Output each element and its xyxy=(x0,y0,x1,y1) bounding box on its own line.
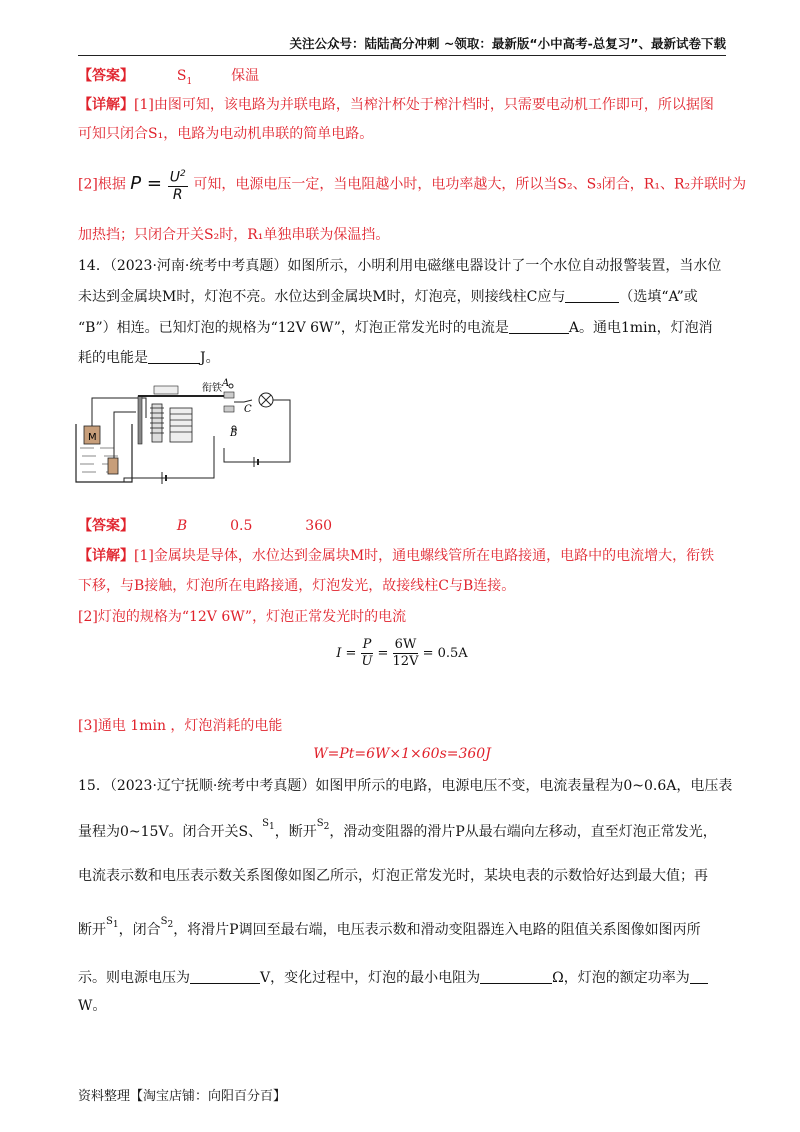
water-level-alarm-circuit xyxy=(74,378,294,488)
q14-answer-1: B xyxy=(176,518,188,534)
q14-energy-equation: W=Pt=6W×1×60s=360J xyxy=(313,746,491,762)
q14-stem-line-1: 14．（2023·河南·统考中考真题）如图所示，小明利用电磁继电器设计了一个水位自动报警装置，当水位 xyxy=(78,258,722,274)
q13-answer-line xyxy=(78,66,726,92)
q14-detail-line-2: 下移，与B接触，灯泡所在电路接通，灯泡发光，故接线柱C与B连接。 xyxy=(78,578,516,594)
label-a: A xyxy=(222,378,230,389)
answer-blank[interactable] xyxy=(148,349,200,364)
q14-detail-line-4: [3]通电 1min ，灯泡消耗的电能 xyxy=(78,718,283,734)
q14-answer-3: 360 xyxy=(305,518,333,534)
answer-blank[interactable] xyxy=(509,319,569,334)
label-b: B xyxy=(230,428,238,439)
q14-stem-line-2: 未达到金属块M时，灯泡不亮。水位达到金属块M时，灯泡亮，则接线柱C应与 （选填“A”或 xyxy=(78,289,698,305)
q13-detail-line-3: [2]根据 P = $\frac{U^2}{R}$ 可知，电源电压一定，当电阻越小时，电功率越大，所以当S₂、S₃闭合，R₁、R₂并联时为 xyxy=(78,166,726,203)
page-footer: 资料整理【淘宝店铺：向阳百分百】 xyxy=(78,1089,287,1104)
q13-answer-2: 保温 xyxy=(231,68,260,84)
q14-detail-line-3: [2]灯泡的规格为“12V 6W”，灯泡正常发光时的电流 xyxy=(78,609,407,625)
answer-blank[interactable] xyxy=(690,969,708,984)
answer-blank[interactable] xyxy=(480,969,552,984)
q15-stem-line-5: 示。则电源电压为 V，变化过程中，灯泡的最小电阻为 Ω，灯泡的额定功率为 xyxy=(78,968,726,988)
answer-tag: 【答案】 xyxy=(78,68,134,84)
q14-stem-line-4: 耗的电能是 J。 xyxy=(78,350,220,366)
q14-answer-2: 0.5 xyxy=(230,518,253,534)
formula-power: P = $\frac{U^2}{R}$ xyxy=(130,173,193,194)
label-armature: 衔铁 xyxy=(202,383,222,394)
q14-stem-line-3: “B”）相连。已知灯泡的规格为“12V 6W”，灯泡正常发光时的电流是 A。通电1min，灯泡消 xyxy=(78,320,713,336)
q13-detail-line-4: 加热挡；只闭合开关S₂时，R₁单独串联为保温挡。 xyxy=(78,227,390,243)
q13-detail-line-1: 【详解】[1]由图可知，该电路为并联电路，当榨汁杯处于榨汁档时，只需要电动机工作即可，所以据图 xyxy=(78,97,714,113)
q15-stem-line-1: 15．（2023·辽宁抚顺·统考中考真题）如图甲所示的电路，电源电压不变，电流表量程为0~0.6A，电压表 xyxy=(78,778,733,794)
page-header: 关注公众号：陆陆高分冲刺 ~领取：最新版“小中高考-总复习”、最新试卷下载 xyxy=(78,34,726,56)
answer-blank[interactable] xyxy=(565,288,619,303)
label-c: C xyxy=(244,404,252,415)
q13-detail-line-2: 可知只闭合S₁，电路为电动机串联的简单电路。 xyxy=(78,126,374,142)
q14-answer-line: 【答案】 B 0.5 360 xyxy=(78,518,333,534)
q15-stem-line-6: W。 xyxy=(78,998,107,1014)
q14-detail-line-1: 【详解】[1]金属块是导体，水位达到金属块M时，通电螺线管所在电路接通，电路中的电流增大，衔铁 xyxy=(78,548,715,564)
q15-stem-line-3: 电流表示数和电压表示数关系图像如图乙所示，灯泡正常发光时，某块电表的示数恰好达到最大值；再 xyxy=(78,868,708,884)
label-m: M xyxy=(88,432,97,443)
q15-stem-line-4: 断开$^{S_1}$，闭合$^{S_2}$，将滑片P调回至最右端，电压表示数和滑动变阻器连入电路的阻值关系图像如图丙所 xyxy=(78,916,701,938)
q15-stem-line-2: 量程为0~15V。闭合开关S、$^{S_1}$，断开$^{S_2}$，滑动变阻器的滑片P从最右端向左移动，直至灯泡正常发光， xyxy=(78,818,717,840)
q14-current-equation: I = $\frac{P}{U}$ = $\frac{6W}{12V}$ = 0.5A xyxy=(336,637,468,669)
answer-blank[interactable] xyxy=(190,969,260,984)
q13-answer-1: $S_1$ xyxy=(176,68,193,87)
